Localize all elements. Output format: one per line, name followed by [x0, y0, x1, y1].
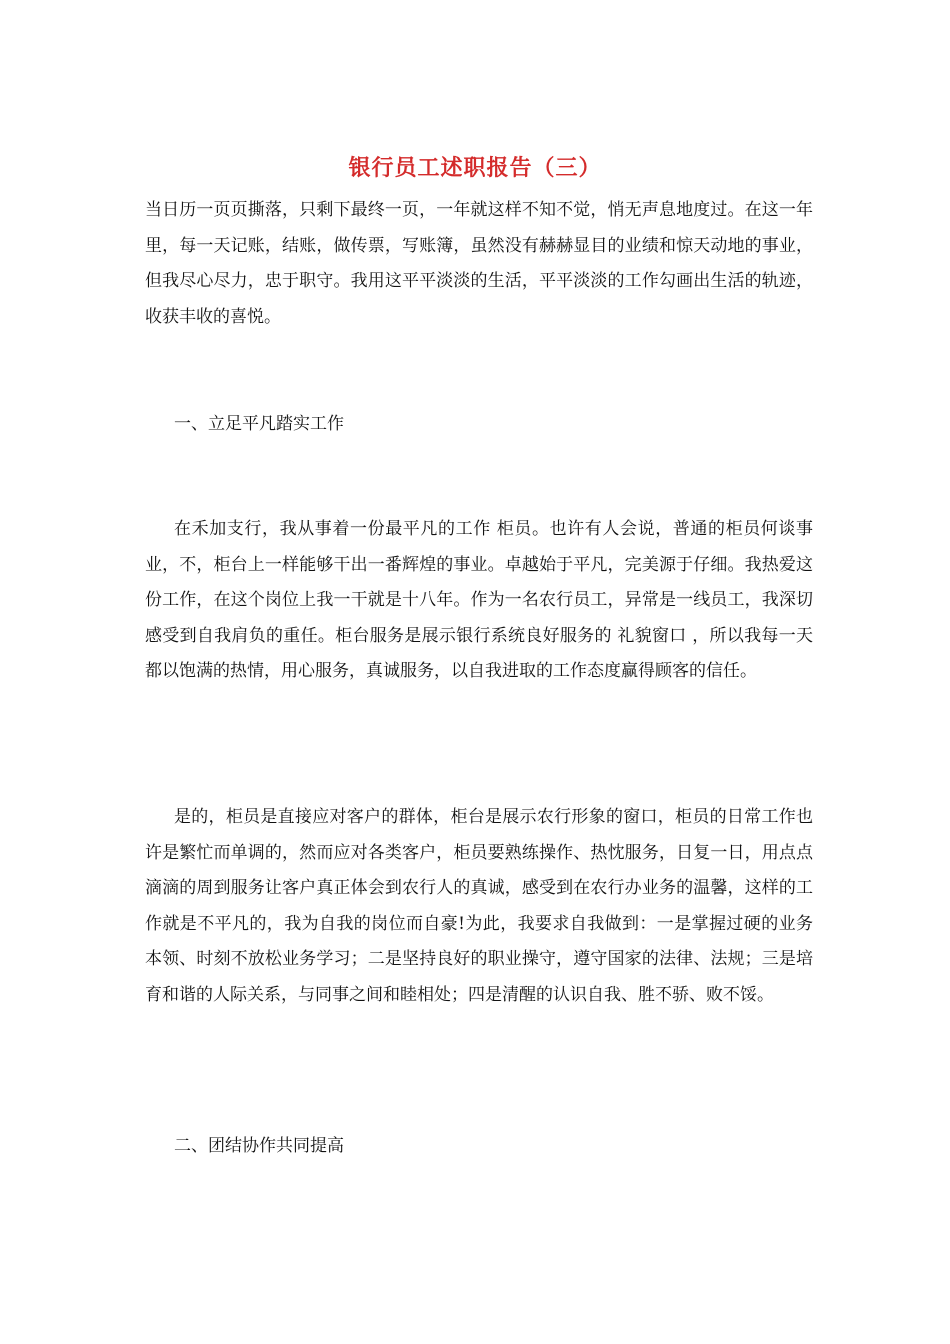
section2-heading: 二、团结协作共同提高: [174, 1136, 344, 1156]
intro-paragraph: 当日历一页页撕落，只剩下最终一页，一年就这样不知不觉，悄无声息地度过。在这一年里，每一天记账，结账，做传票，写账簿，虽然没有赫赫显目的业绩和惊天动地的事业，但我尽心尽力，忠于职守。我用这平平淡淡的生活，平平淡淡的工作勾画出生活的轨迹，收获丰收的喜悦。: [145, 200, 813, 327]
document-title: 银行员工述职报告（三）: [348, 155, 602, 181]
section1-paragraph-2: 是的，柜员是直接应对客户的群体，柜台是展示农行形象的窗口，柜员的日常工作也许是繁忙而单调的，然而应对各类客户，柜员要熟练操作、热忱服务，日复一日，用点点滴滴的周到服务让客户真正体会到农行人的真诚，感受到在农行办业务的温馨，这样的工作就是不平凡的，我为自我的岗位而自豪!为此，我要求自我做到：一是掌握过硬的业务本领、时刻不放松业务学习；二是坚持良好的职业操守，遵守国家的法律、法规；三是培育和谐的人际关系，与同事之间和睦相处；四是清醒的认识自我、胜不骄、败不馁。: [145, 807, 813, 1005]
section1-paragraph-1: 在禾加支行，我从事着一份最平凡的工作 柜员。也许有人会说，普通的柜员何谈事业，不，柜台上一样能够干出一番辉煌的事业。卓越始于平凡，完美源于仔细。我热爱这份工作，在这个岗位上我一干就是十八年。作为一名农行员工，异常是一线员工，我深切感受到自我肩负的重任。柜台服务是展示银行系统良好服务的 礼貌窗口 ，所以我每一天都以饱满的热情，用心服务，真诚服务，以自我进取的工作态度赢得顾客的信任。: [145, 519, 813, 682]
section1-heading: 一、立足平凡踏实工作: [174, 414, 344, 434]
